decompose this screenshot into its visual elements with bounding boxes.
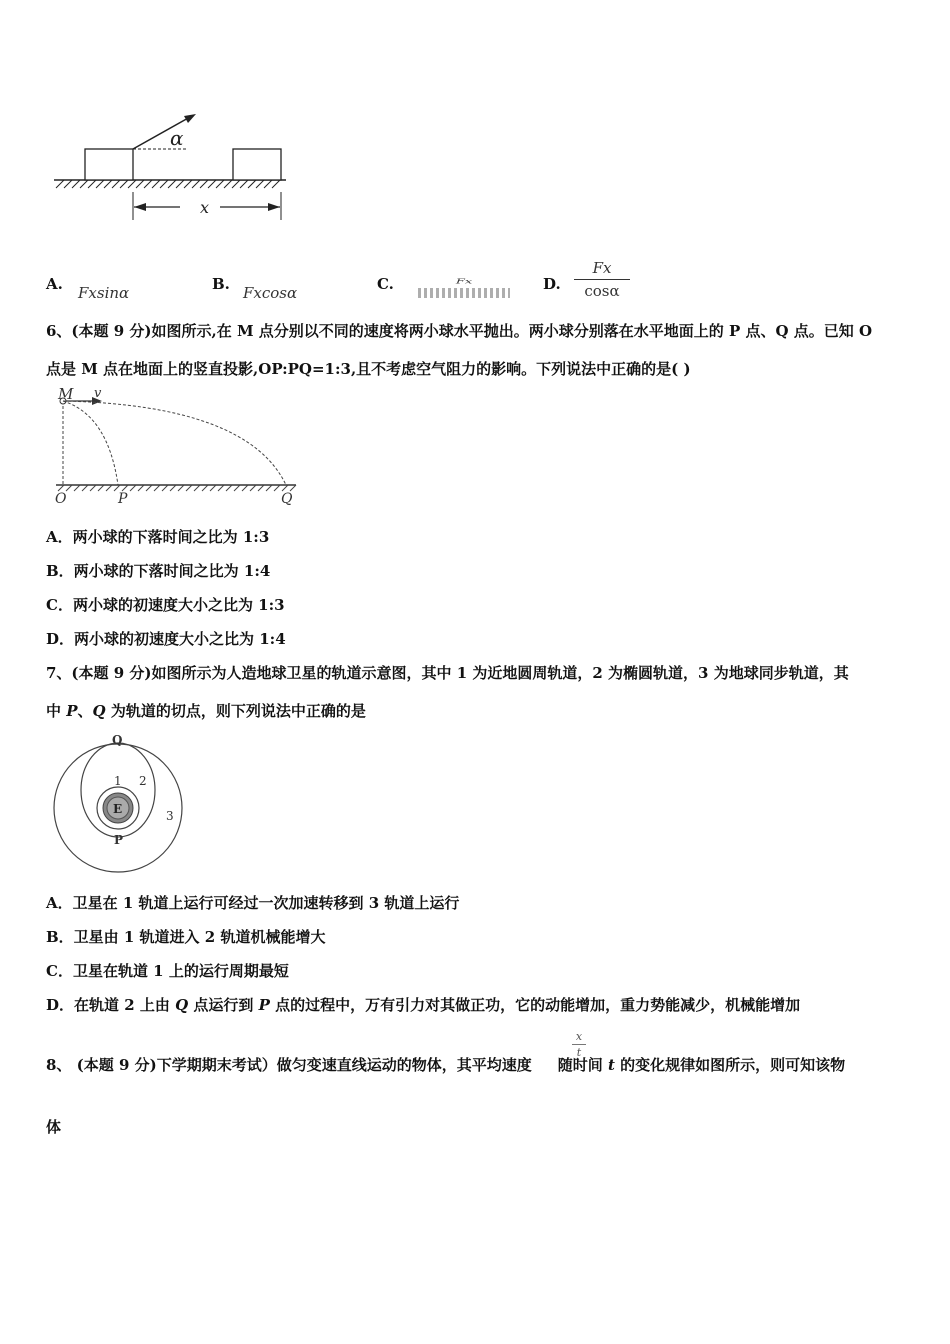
q7-option-d: D．在轨道 2 上由 Q 点运行到 P 点的过程中，万有引力对其做正功，它的动能增加，重力势能减少，机械能增加	[46, 996, 801, 1014]
q7-stem-line1: 7、(本题 9 分)如图所示为人造地球卫星的轨道示意图，其中 1 为近地圆周轨道，2 为椭圆轨道，3 为地球同步轨道，其	[46, 664, 849, 682]
q5-option-c-label: C.	[377, 275, 394, 293]
q5-option-b-expr: Fxcosα	[243, 284, 298, 302]
q6-option-d: D．两小球的初速度大小之比为 1:4	[46, 630, 286, 648]
q8-stem-line2: 体	[46, 1118, 62, 1136]
q6-stem-line2: 点是 M 点在地面上的竖直投影,OP:PQ=1:3,且不考虑空气阻力的影响。下列说法中正确的是( )	[46, 360, 691, 378]
q7-label-q: Q	[112, 733, 123, 747]
alpha-label: α	[170, 126, 184, 150]
q5-figure	[50, 108, 295, 223]
x-label: x	[200, 198, 210, 217]
q5-option-b-label: B.	[212, 275, 230, 293]
q5-option-d-label: D.	[543, 275, 561, 293]
q7-option-a: A．卫星在 1 轨道上运行可经过一次加速转移到 3 轨道上运行	[46, 894, 460, 912]
q7-label-1: 1	[114, 774, 122, 788]
q7-label-p: P	[114, 833, 124, 847]
block-right	[233, 149, 281, 180]
q7-option-b: B．卫星由 1 轨道进入 2 轨道机械能增大	[46, 928, 326, 946]
q6-label-p: P	[118, 491, 128, 507]
q6-label-q: Q	[281, 491, 293, 507]
q6-label-m: M	[58, 385, 74, 403]
q7-label-3: 3	[166, 809, 174, 823]
q6-figure	[48, 385, 303, 507]
q5-option-a-label: A.	[46, 275, 63, 293]
q6-option-c: C．两小球的初速度大小之比为 1:3	[46, 596, 285, 614]
q7-stem-line2: 中 P、Q 为轨道的切点，则下列说法中正确的是	[46, 702, 366, 720]
q5-option-c-expr: Fx	[418, 276, 510, 298]
q5-option-a-expr: Fxsinα	[78, 284, 130, 302]
q8-stem-line1: 8、 (本题 9 分)下学期期末考试）做匀变速直线运动的物体，其平均速度 随时间 t 的变化规律如图所示，则可知该物	[46, 1056, 846, 1074]
q7-label-2: 2	[139, 774, 147, 788]
q6-label-o: O	[55, 491, 67, 507]
q6-label-v: v	[94, 386, 102, 401]
q7-option-c: C．卫星在轨道 1 上的运行周期最短	[46, 962, 289, 980]
q7-figure	[48, 730, 198, 880]
block-left	[85, 149, 133, 180]
q6-option-a: A．两小球的下落时间之比为 1:3	[46, 528, 270, 546]
q6-option-b: B．两小球的下落时间之比为 1:4	[46, 562, 271, 580]
q7-label-e: E	[113, 802, 123, 816]
q5-option-d-frac: Fx cosα	[574, 259, 630, 300]
q8-avg-velocity-frac: x t	[572, 1030, 586, 1059]
q6-stem-line1: 6、(本题 9 分)如图所示,在 M 点分别以不同的速度将两小球水平抛出。两小球分别落在水平地面上的 P 点、Q 点。已知 O	[46, 322, 873, 340]
